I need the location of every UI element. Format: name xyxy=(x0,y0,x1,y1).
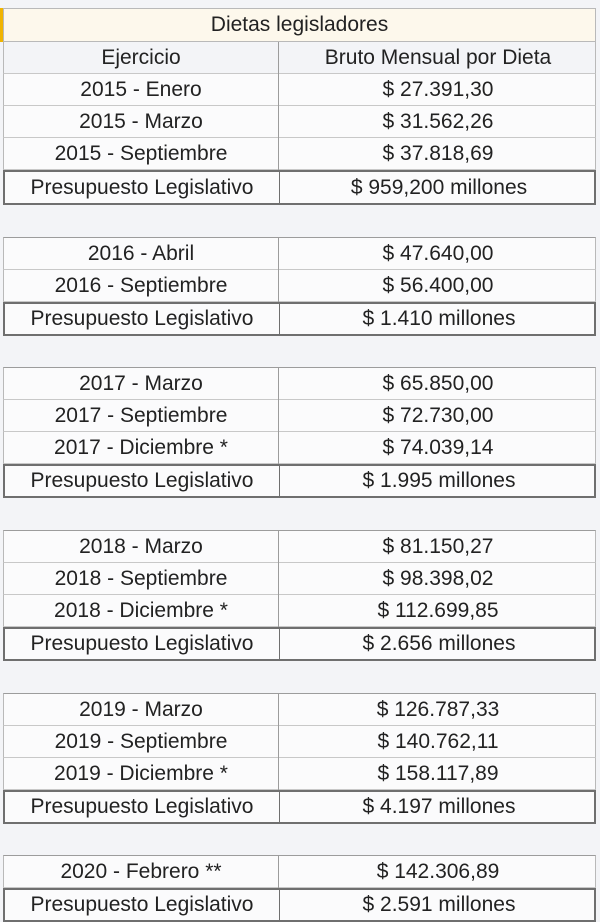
period-cell[interactable]: 2017 - Diciembre * xyxy=(4,432,279,464)
amount-cell[interactable]: $ 31.562,26 xyxy=(382,110,494,133)
amount-cell[interactable]: $ 158.117,89 xyxy=(377,762,499,785)
period-cell[interactable]: 2018 - Diciembre * xyxy=(4,595,279,627)
period-cell[interactable]: 2016 - Abril xyxy=(4,238,279,270)
period-cell[interactable]: 2015 - Enero xyxy=(4,74,279,106)
budget-label-cell[interactable]: Presupuesto Legislativo xyxy=(5,304,280,334)
budget-amount-cell[interactable]: $ 4.197 millones xyxy=(362,795,516,818)
amount-cell[interactable]: $ 142.306,89 xyxy=(376,860,500,883)
period-cell[interactable]: 2018 - Septiembre xyxy=(4,563,279,595)
amount-cell[interactable]: $ 140.762,11 xyxy=(377,730,499,753)
period-cell[interactable]: 2019 - Septiembre xyxy=(4,726,279,758)
column-header-bruto[interactable]: Bruto Mensual por Dieta xyxy=(324,46,552,69)
budget-amount-cell[interactable]: $ 2.591 millones xyxy=(362,893,516,916)
budget-row xyxy=(3,790,596,824)
amount-cell[interactable]: $ 98.398,02 xyxy=(382,567,494,590)
amount-cell[interactable]: $ 27.391,30 xyxy=(382,78,494,101)
column-header-row xyxy=(3,42,596,74)
budget-label-cell[interactable]: Presupuesto Legislativo xyxy=(5,172,280,203)
table-row xyxy=(3,758,596,790)
amount-cell[interactable]: $ 72.730,00 xyxy=(382,404,494,427)
budget-amount-cell[interactable]: $ 959,200 millones xyxy=(350,175,528,199)
period-cell[interactable]: 2017 - Septiembre xyxy=(4,400,279,432)
period-cell[interactable]: 2020 - Febrero ** xyxy=(4,856,279,888)
table-row xyxy=(3,138,596,170)
amount-cell[interactable]: $ 126.787,33 xyxy=(376,698,500,721)
amount-cell[interactable]: $ 112.699,85 xyxy=(377,599,499,622)
table-row xyxy=(3,367,596,400)
amount-cell[interactable]: $ 65.850,00 xyxy=(382,372,494,395)
table-row xyxy=(3,693,596,726)
budget-label-cell[interactable]: Presupuesto Legislativo xyxy=(5,466,280,496)
period-cell[interactable]: 2016 - Septiembre xyxy=(4,270,279,302)
amount-cell[interactable]: $ 56.400,00 xyxy=(382,274,494,297)
table-row xyxy=(3,530,596,563)
period-cell[interactable]: 2015 - Marzo xyxy=(4,106,279,138)
period-cell[interactable]: 2019 - Marzo xyxy=(4,694,279,726)
table-row xyxy=(3,595,596,627)
table-row xyxy=(3,432,596,464)
budget-row xyxy=(3,302,596,336)
table-row xyxy=(3,726,596,758)
budget-row xyxy=(3,170,596,205)
budget-amount-cell[interactable]: $ 1.410 millones xyxy=(362,307,516,330)
amount-cell[interactable]: $ 81.150,27 xyxy=(382,535,494,558)
table-title[interactable]: Dietas legisladores xyxy=(210,13,389,36)
amount-cell[interactable]: $ 74.039,14 xyxy=(382,436,494,459)
period-cell[interactable]: 2015 - Septiembre xyxy=(4,138,279,170)
table-row xyxy=(3,855,596,888)
budget-label-cell[interactable]: Presupuesto Legislativo xyxy=(5,890,280,920)
period-cell[interactable]: 2018 - Marzo xyxy=(4,531,279,563)
budget-amount-cell[interactable]: $ 1.995 millones xyxy=(362,469,516,492)
table-row xyxy=(3,106,596,138)
amount-cell[interactable]: $ 37.818,69 xyxy=(382,142,494,165)
budget-label-cell[interactable]: Presupuesto Legislativo xyxy=(5,629,280,659)
table-row xyxy=(3,400,596,432)
table-row xyxy=(3,270,596,302)
table-row xyxy=(3,563,596,595)
period-cell[interactable]: 2017 - Marzo xyxy=(4,368,279,400)
table-row xyxy=(3,237,596,270)
budget-row xyxy=(3,888,596,922)
column-header-ejercicio[interactable]: Ejercicio xyxy=(4,42,279,74)
amount-cell[interactable]: $ 47.640,00 xyxy=(382,242,494,265)
budget-row xyxy=(3,464,596,498)
table-row xyxy=(3,74,596,106)
period-cell[interactable]: 2019 - Diciembre * xyxy=(4,758,279,790)
budget-amount-cell[interactable]: $ 2.656 millones xyxy=(362,632,516,655)
budget-row xyxy=(3,627,596,661)
budget-label-cell[interactable]: Presupuesto Legislativo xyxy=(5,792,280,822)
